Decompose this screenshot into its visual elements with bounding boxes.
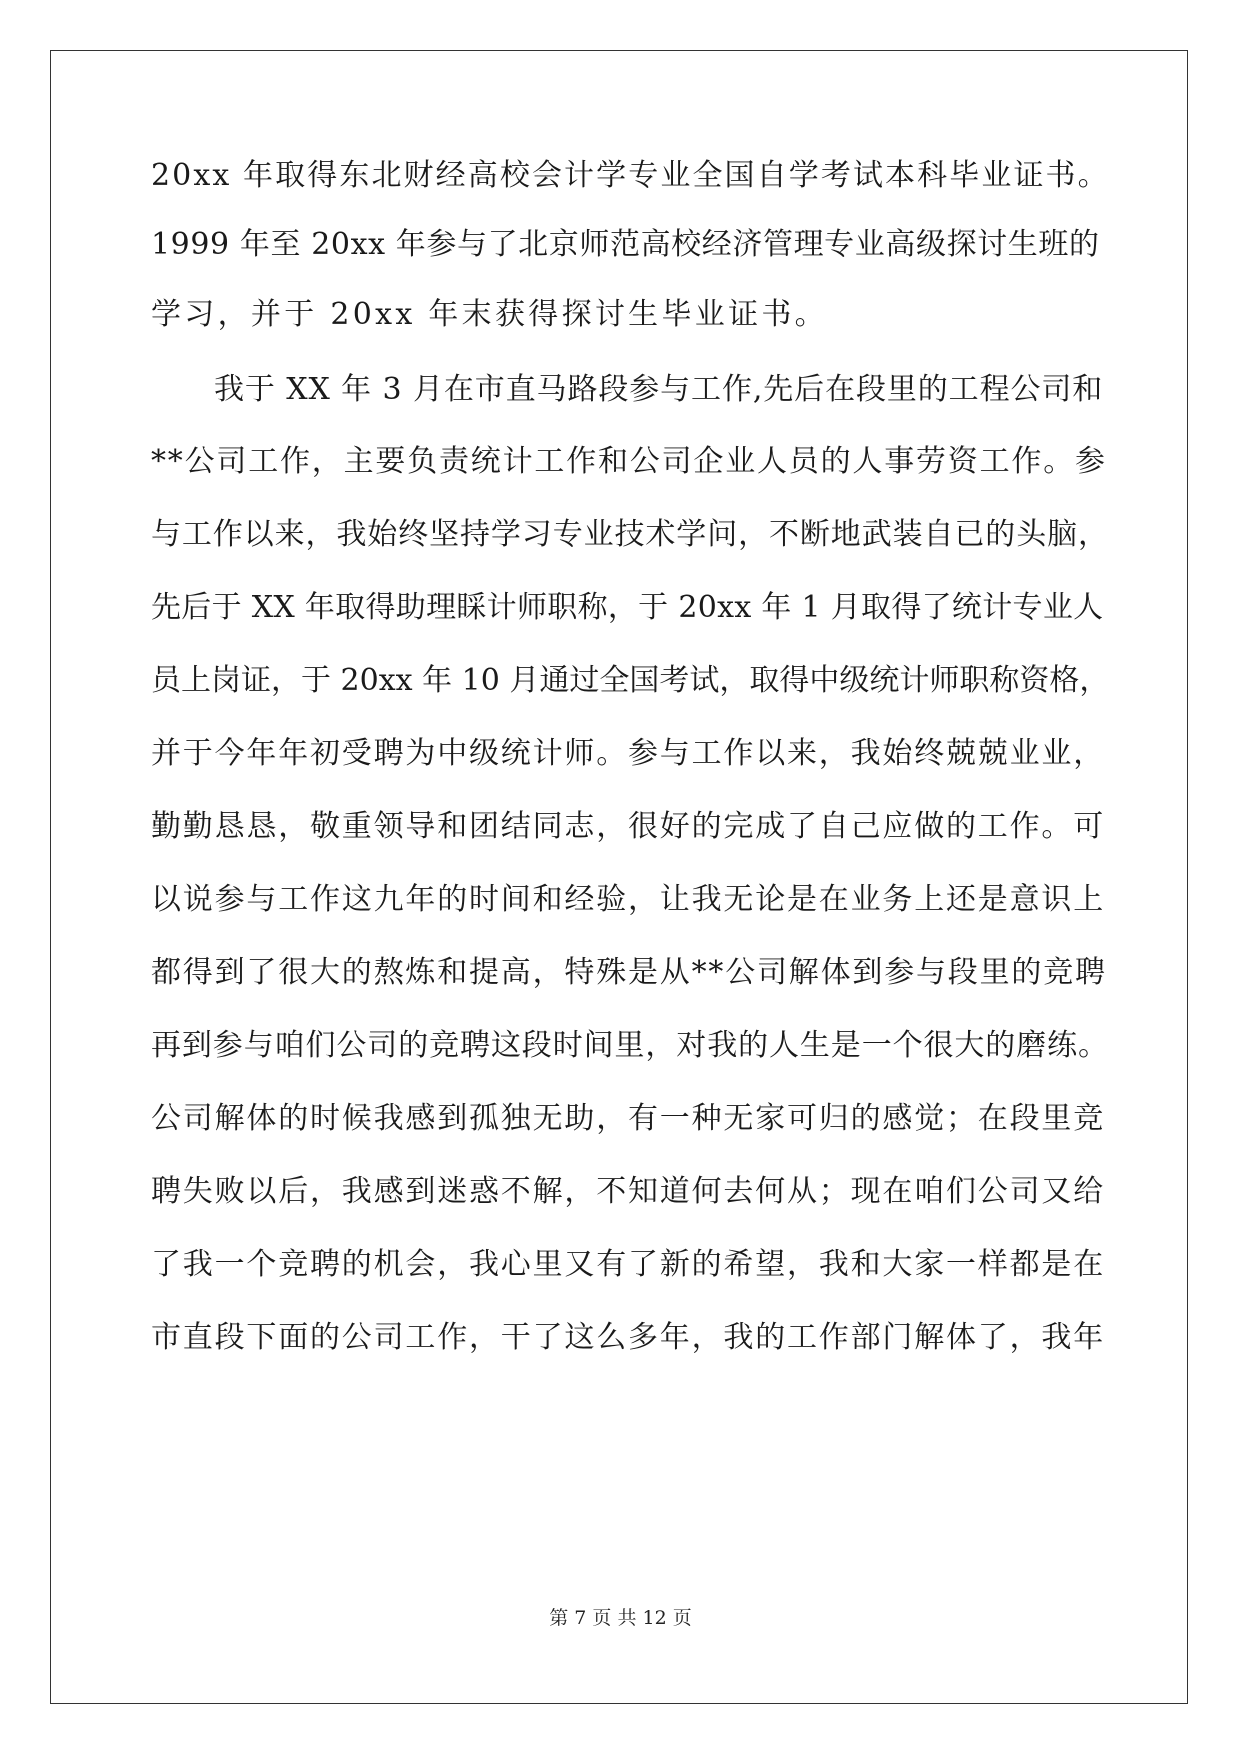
text-line-16: 了我一个竞聘的机会，我心里又有了新的希望，我和大家一样都是在 <box>151 1247 1105 1282</box>
text-line-10: 勤勤恳恳，敬重领导和团结同志，很好的完成了自己应做的工作。可 <box>151 809 1105 844</box>
text-line-11: 以说参与工作这九年的时间和经验，让我无论是在业务上还是意识上 <box>151 882 1105 917</box>
text-line-7: 先后于 XX 年取得助理睬计师职称，于 20xx 年 1 月取得了统计专业人 <box>151 590 1104 625</box>
text-line-2: 1999 年至 20xx 年参与了北京师范高校经济管理专业高级探讨生班的 <box>151 227 1100 262</box>
text-line-1: 20xx 年取得东北财经高校会计学专业全国自学考试本科毕业证书。 <box>151 158 1110 193</box>
paragraph-start-line: 我于 XX 年 3 月在市直马路段参与工作,先后在段里的工程公司和 <box>214 372 1104 407</box>
text-line-15: 聘失败以后，我感到迷惑不解，不知道何去何从；现在咱们公司又给 <box>151 1174 1105 1209</box>
text-line-13: 再到参与咱们公司的竞聘这段时间里，对我的人生是一个很大的磨练。 <box>151 1028 1109 1063</box>
text-line-17: 市直段下面的公司工作，干了这么多年，我的工作部门解体了，我年 <box>151 1320 1105 1355</box>
text-line-12: 都得到了很大的熬炼和提高，特殊是从**公司解体到参与段里的竞聘 <box>151 955 1107 990</box>
text-line-8: 员上岗证，于 20xx 年 10 月通过全国考试，取得中级统计师职称资格， <box>151 663 1110 698</box>
text-line-9: 并于今年年初受聘为中级统计师。参与工作以来，我始终兢兢业业， <box>151 736 1105 771</box>
text-line-6: 与工作以来，我始终坚持学习专业技术学问，不断地武装自已的头脑， <box>151 517 1109 552</box>
text-line-3: 学习，并于 20xx 年末获得探讨生毕业证书。 <box>151 297 828 332</box>
text-line-5: **公司工作，主要负责统计工作和公司企业人员的人事劳资工作。参 <box>151 444 1107 479</box>
text-line-14: 公司解体的时候我感到孤独无助，有一种无家可归的感觉；在段里竞 <box>151 1101 1105 1136</box>
page-number-footer: 第 7 页 共 12 页 <box>549 1607 692 1629</box>
